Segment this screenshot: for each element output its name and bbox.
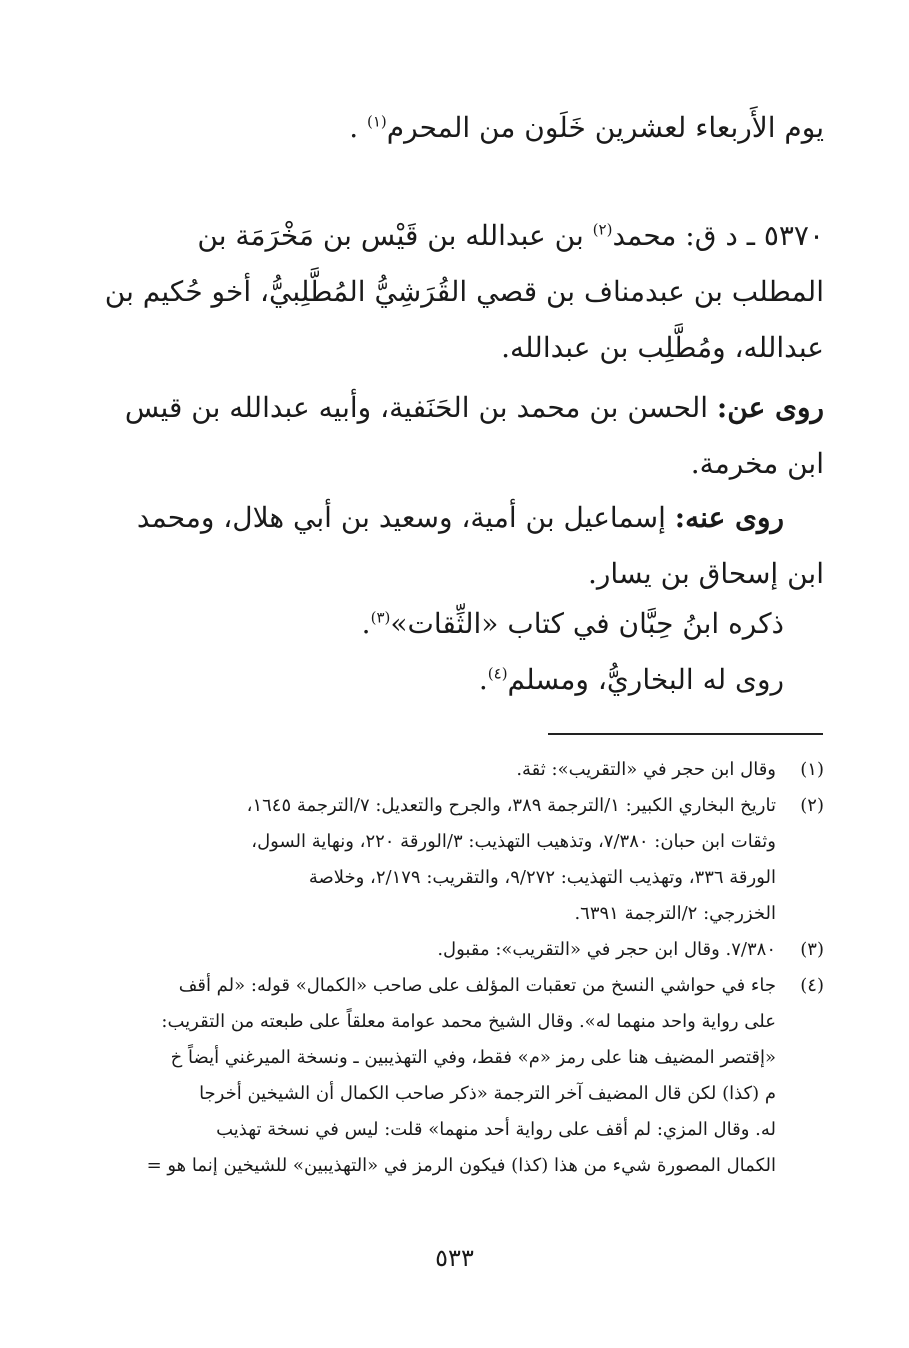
footnote-2 bbox=[124, 788, 824, 932]
mentioned-text: ذكره ابنُ حِبَّان في كتاب «الثِّقات» bbox=[390, 607, 784, 640]
entry-block bbox=[104, 208, 824, 376]
mentioned-line: ذكره ابنُ حِبَّان في كتاب «الثِّقات»$^{(٣)}$. bbox=[361, 607, 784, 640]
footnote-text bbox=[124, 932, 776, 968]
narrated-by-line: روى له البخاريُّ، ومسلم$^{(٤)}$. bbox=[478, 663, 784, 696]
footnote-line: جاء في حواشي النسخ من تعقبات المؤلف على صاحب «الكمال» قوله: «لم أقف bbox=[178, 975, 776, 996]
footnote-1 bbox=[124, 752, 824, 788]
entry-number-name: ٥٣٧٠ ـ د ق: محمد bbox=[612, 219, 824, 252]
footnote-line: الكمال المصورة شيء من هذا (كذا) فيكون الرمز في «التهذيبين» للشيخين إنما هو = bbox=[146, 1155, 776, 1176]
footnote-number: (٣) bbox=[800, 939, 824, 960]
narrated-from-line-1 bbox=[124, 380, 824, 436]
closing-block bbox=[124, 596, 824, 708]
footnote-text bbox=[124, 968, 776, 1184]
entry-line-1 bbox=[124, 208, 824, 264]
narrated-by-text: روى له البخاريُّ، ومسلم bbox=[507, 663, 784, 696]
narrators-block bbox=[124, 490, 824, 602]
footnote-separator bbox=[548, 733, 823, 735]
entry-line-3: عبدالله، ومُطَّلِب بن عبدالله. bbox=[501, 331, 824, 364]
footnote-3 bbox=[124, 932, 824, 968]
footnote-mark-2: (٢) bbox=[592, 220, 613, 239]
narrated-from-text: الحسن بن محمد بن الحَنَفية، وأبيه عبدالله بن قيس bbox=[124, 391, 709, 424]
footnote-line: الخزرجي: ٢/الترجمة ٦٣٩١. bbox=[574, 903, 776, 924]
entry-line-2: المطلب بن عبدمناف بن قصي القُرَشِيُّ المُطَّلِبيُّ، أخو حُكيم بن bbox=[104, 275, 824, 308]
footnote-number: (٤) bbox=[800, 975, 824, 996]
footnote-line: وثقات ابن حبان: ٧/٣٨٠، وتذهيب التهذيب: ٣/الورقة ٢٢٠، ونهاية السول، bbox=[251, 831, 776, 852]
footnote-mark-3: (٣) bbox=[370, 608, 391, 627]
page-number: ٥٣٣ bbox=[435, 1244, 474, 1272]
narrated-from-line-2: ابن مخرمة. bbox=[690, 447, 824, 480]
narrated-from-block bbox=[124, 380, 824, 492]
narrators-label: روى عنه: bbox=[674, 501, 784, 534]
footnote-mark-4: (٤) bbox=[487, 664, 508, 683]
footnote-line: على رواية واحد منهما له». وقال الشيخ محمد عوامة معلقاً على طبعته من التقريب: bbox=[161, 1011, 776, 1032]
narrators-line-2: ابن إسحاق بن يسار. bbox=[588, 557, 824, 590]
narrated-from-label: روى عن: bbox=[716, 391, 824, 424]
entry-lineage: بن عبدالله بن قَيْس بن مَخْرَمَة بن bbox=[197, 219, 584, 252]
footnote-text bbox=[124, 752, 776, 788]
narrators-text: إسماعيل بن أمية، وسعيد بن أبي هلال، ومحمد bbox=[136, 501, 666, 534]
footnotes bbox=[124, 752, 824, 1184]
continuation-line: يوم الأَربعاء لعشرين خَلَون من المحرم$^{(١)}$ . bbox=[349, 111, 824, 144]
continuation-text: يوم الأَربعاء لعشرين خَلَون من المحرم bbox=[386, 111, 824, 144]
continuation-block bbox=[124, 100, 824, 156]
footnote-line: وقال ابن حجر في «التقريب»: ثقة. bbox=[516, 759, 776, 780]
footnote-number: (١) bbox=[800, 759, 824, 780]
footnote-line: ٧/٣٨٠. وقال ابن حجر في «التقريب»: مقبول. bbox=[437, 939, 776, 960]
footnote-mark-1: (١) bbox=[367, 112, 387, 131]
footnote-text bbox=[124, 788, 776, 932]
footnote-line: الورقة ٣٣٦، وتهذيب التهذيب: ٩/٢٧٢، والتقريب: ٢/١٧٩، وخلاصة bbox=[308, 867, 776, 888]
footnote-line: «إقتصر المضيف هنا على رمز «م» فقط، وفي التهذيبين ـ ونسخة الميرغني أيضاً خ bbox=[170, 1047, 776, 1068]
footnote-line: تاريخ البخاري الكبير: ١/الترجمة ٣٨٩، والجرح والتعديل: ٧/الترجمة ١٦٤٥، bbox=[246, 795, 776, 816]
footnote-line: م (كذا) لكن قال المضيف آخر الترجمة «ذكر صاحب الكمال أن الشيخين أخرجا bbox=[199, 1083, 776, 1104]
footnote-number: (٢) bbox=[800, 795, 824, 816]
narrators-line-1 bbox=[124, 490, 824, 546]
footnote-line: له. وقال المزي: لم أقف على رواية أحد منهما» قلت: ليس في نسخة تهذيب bbox=[216, 1119, 776, 1140]
footnote-4 bbox=[124, 968, 824, 1184]
